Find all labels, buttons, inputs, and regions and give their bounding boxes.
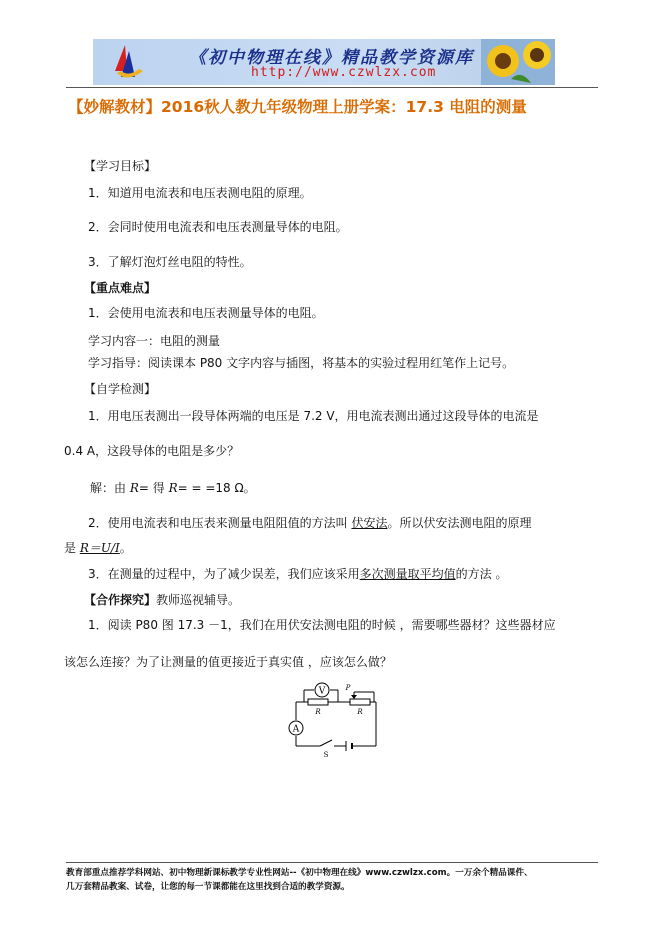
q2-text-tail: 。所以伏安法测电阻的原理 bbox=[387, 516, 532, 530]
question-3 bbox=[88, 566, 507, 582]
sunflower-icon bbox=[481, 39, 555, 85]
study-guide: 学习指导：阅读课本 P80 文字内容与插图，将基本的实验过程用红笔作上记号。 bbox=[88, 356, 515, 370]
footer-line1: 教育部重点推荐学科网站、初中物理新课标教学专业性网站--《初中物理在线》www.czwlzx.com。一万余个精品课件、 bbox=[66, 868, 533, 878]
q2-line2-tail: 。 bbox=[119, 541, 132, 555]
question-1-line2: 0.4 A，这段导体的电阻是多少？ bbox=[64, 444, 240, 458]
q2-line2-prefix: 是 bbox=[64, 541, 80, 555]
footer-line2: 几万套精品教案、试卷，让您的每一节课都能在这里找到合适的教学资源。 bbox=[66, 882, 350, 892]
q3-text: 3．在测量的过程中，为了减少误差，我们应该采用 bbox=[88, 567, 360, 581]
coop-heading-tail: 教师巡视辅导。 bbox=[156, 593, 241, 607]
question-2-line2 bbox=[64, 540, 132, 556]
circuit-diagram bbox=[282, 678, 382, 760]
q3-answer: 多次测量取平均值 bbox=[359, 567, 456, 581]
slider-label: P bbox=[345, 684, 351, 692]
switch-label: S bbox=[323, 751, 329, 759]
q2-text: 2．使用电流表和电压表来测量电阻阻值的方法叫 bbox=[88, 516, 352, 530]
voltmeter-label: V bbox=[318, 686, 326, 697]
coop-heading bbox=[84, 592, 240, 608]
goals-heading: 【学习目标】 bbox=[84, 159, 157, 173]
banner-url: http://www.czwlzx.com bbox=[251, 65, 437, 80]
symbol-r: R bbox=[129, 481, 139, 495]
document-title: 【妙解教材】2016秋人教九年级物理上册学案：17.3 电阻的测量 bbox=[68, 98, 527, 116]
solution-line bbox=[90, 480, 256, 496]
solution-eq1: = 得 bbox=[138, 481, 169, 495]
q2-answer: 伏安法 bbox=[351, 516, 388, 530]
coop-question-line2: 该怎么连接？为了让测量的值更接近于真实值 ，应该怎么做？ bbox=[64, 655, 392, 669]
selfcheck-heading: 【自学检测】 bbox=[84, 382, 157, 396]
q3-text-tail: 的方法 。 bbox=[455, 567, 508, 581]
solution-eq2: = = =18 Ω。 bbox=[177, 481, 256, 495]
key-heading: 【重点难点】 bbox=[84, 281, 157, 295]
header-divider bbox=[66, 87, 598, 88]
resistor-symbol bbox=[308, 699, 328, 705]
slider-arrow-icon bbox=[351, 695, 357, 699]
key-item: 1．会使用电流表和电压表测量导体的电阻。 bbox=[88, 306, 324, 320]
battery-icon bbox=[346, 741, 352, 751]
coop-heading-label: 【合作探究】 bbox=[84, 593, 157, 607]
content-heading: 学习内容一：电阻的测量 bbox=[88, 334, 221, 348]
coop-question-line1: 1．阅读 P80 图 17.3 －1，我们在用伏安法测电阻的时候 ，需要哪些器材？这些器材应 bbox=[88, 618, 556, 632]
q2-formula-answer: R＝U/I bbox=[79, 541, 120, 555]
question-2-line1 bbox=[88, 515, 531, 531]
banner-title: 《初中物理在线》精品教学资源库 bbox=[189, 48, 474, 68]
ammeter-label: A bbox=[292, 724, 300, 735]
goal-item: 2．会同时使用电流表和电压表测量导体的电阻。 bbox=[88, 220, 348, 234]
goal-item: 3．了解灯泡灯丝电阻的特性。 bbox=[88, 255, 252, 269]
rheostat-symbol bbox=[350, 699, 370, 705]
symbol-r: R bbox=[168, 481, 178, 495]
goal-item: 1．知道用电流表和电压表测电阻的原理。 bbox=[88, 186, 312, 200]
rheostat-label: R bbox=[357, 708, 363, 716]
question-1-line1: 1．用电压表测出一段导体两端的电压是 7.2 V，用电流表测出通过这段导体的电流是 bbox=[88, 409, 539, 423]
site-logo-icon bbox=[95, 41, 153, 83]
header-banner bbox=[93, 39, 555, 85]
resistor-label: R bbox=[315, 708, 321, 716]
footer-divider bbox=[66, 862, 598, 863]
solution-prefix: 解：由 bbox=[90, 481, 130, 495]
